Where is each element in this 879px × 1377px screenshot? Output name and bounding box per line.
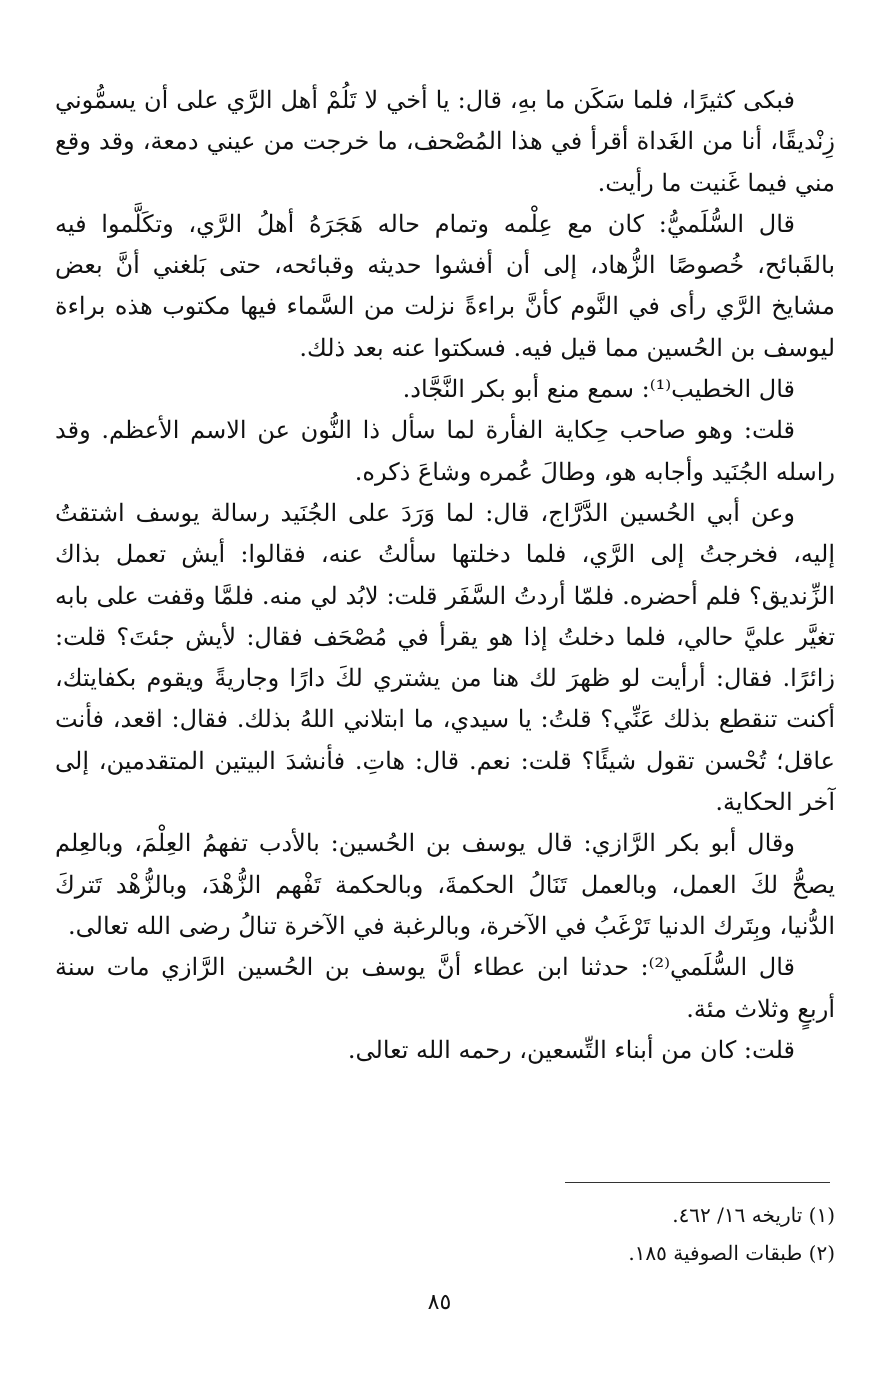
footnote-1 (55, 1196, 835, 1234)
footnote-number: (١) (808, 1203, 835, 1227)
paragraph-1: فبكى كثيرًا، فلما سَكَن ما بهِ، قال: يا أخي لا تَلُمْ أهل الرَّي على أن يسمُّوني زِنْديقًا، أنا من الغَداة أقرأ في هذا المُصْحف، ما خرجت من عيني دمعة، وقد وقع مني فيما غَنيت ما رأيت. (55, 86, 835, 197)
paragraph-7: قال السُّلَمي⁽²⁾: حدثنا ابن عطاء أنَّ يوسف بن الحُسين الرَّازي مات سنة أربعٍ وثلاث مئة. (55, 953, 835, 1023)
footnote-text: تاريخه ١٦/ ٤٦٢. (672, 1203, 803, 1227)
paragraph-3: قال الخطيب⁽¹⁾: سمع منع أبو بكر النَّجَّاد. (402, 375, 795, 404)
footnotes (55, 1196, 835, 1272)
footnote-text: طبقات الصوفية ١٨٥. (628, 1241, 803, 1265)
paragraph-2: قال السُّلَميُّ: كان مع عِلْمه وتمام حاله هَجَرَهُ أهلُ الرَّي، وتكَلَّموا فيه بالقَبائح، خُصوصًا الزُّهاد، إلى أن أفشوا حديثه وقبائحه، حتى بَلغني أنَّ بعض مشايخ الرَّي رأى في النَّوم كأنَّ براءةً نزلت من السَّماء فيها مكتوب هذه براءة ليوسف بن الحُسين مما قيل فيه. فسكتوا عنه بعد ذلك. (55, 209, 836, 362)
paragraph-6: وقال أبو بكر الرَّازي: قال يوسف بن الحُسين: بالأدب تفهمُ العِلْمَ، وبالعِلم يصحُّ لكَ العمل، وبالعمل تَنَالُ الحكمةَ، وبالحكمة تَفْهم الزُّهْدَ، وبالزُّهْد تَتركَ الدُّنيا، وبِتَرك الدنيا تَرْغَبُ في الآخرة، وبالرغبة في الآخرة تنالُ رضى الله تعالى. (55, 829, 836, 940)
paragraph-4: قلت: وهو صاحب حِكاية الفأرة لما سأل ذا النُّون عن الاسم الأعظم. وقد راسله الجُنَيد وأجابه هو، وطالَ عُمره وشاعَ ذكره. (55, 416, 835, 486)
page-number: ٨٥ (427, 1290, 452, 1315)
footnote-divider (565, 1182, 830, 1183)
main-text (55, 80, 835, 1071)
paragraph-5: وعن أبي الحُسين الدَّرَّاج، قال: لما وَرَدَ على الجُنَيد رسالة يوسف اشتقتُ إليه، فخرجتُ إلى الرَّي، فلما دخلتها سألتُ عنه، فقالوا: أيش تعمل بذاك الزِّنديق؟ فلم أحضره. فلمّا أردتُ السَّفَر قلت: لابُد لي منه. فلمَّا وقفت على بابه تغيَّر عليَّ حالي، فلما دخلتُ إذا هو يقرأ في مُصْحَف فقال: لأيش جئتَ؟ قلت: زائرًا. فقال: أرأيت لو ظهرَ لك هنا من يشتري لكَ دارًا وجاريةً ويقوم بكفايتك، أكنت تنقطع بذلك عَنِّي؟ قلتُ: يا سيدي، ما ابتلاني اللهُ بذلك. فقال: اقعد، فأنت عاقل؛ تُحْسن تقول شيئًا؟ قلت: نعم. قال: هاتِ. فأنشدَ البيتين المتقدمين، إلى آخر الحكاية. (55, 498, 835, 817)
footnote-2 (55, 1234, 835, 1272)
paragraph-8: قلت: كان من أبناء التِّسعين، رحمه الله تعالى. (347, 1035, 795, 1064)
footnote-number: (٢) (808, 1241, 835, 1265)
